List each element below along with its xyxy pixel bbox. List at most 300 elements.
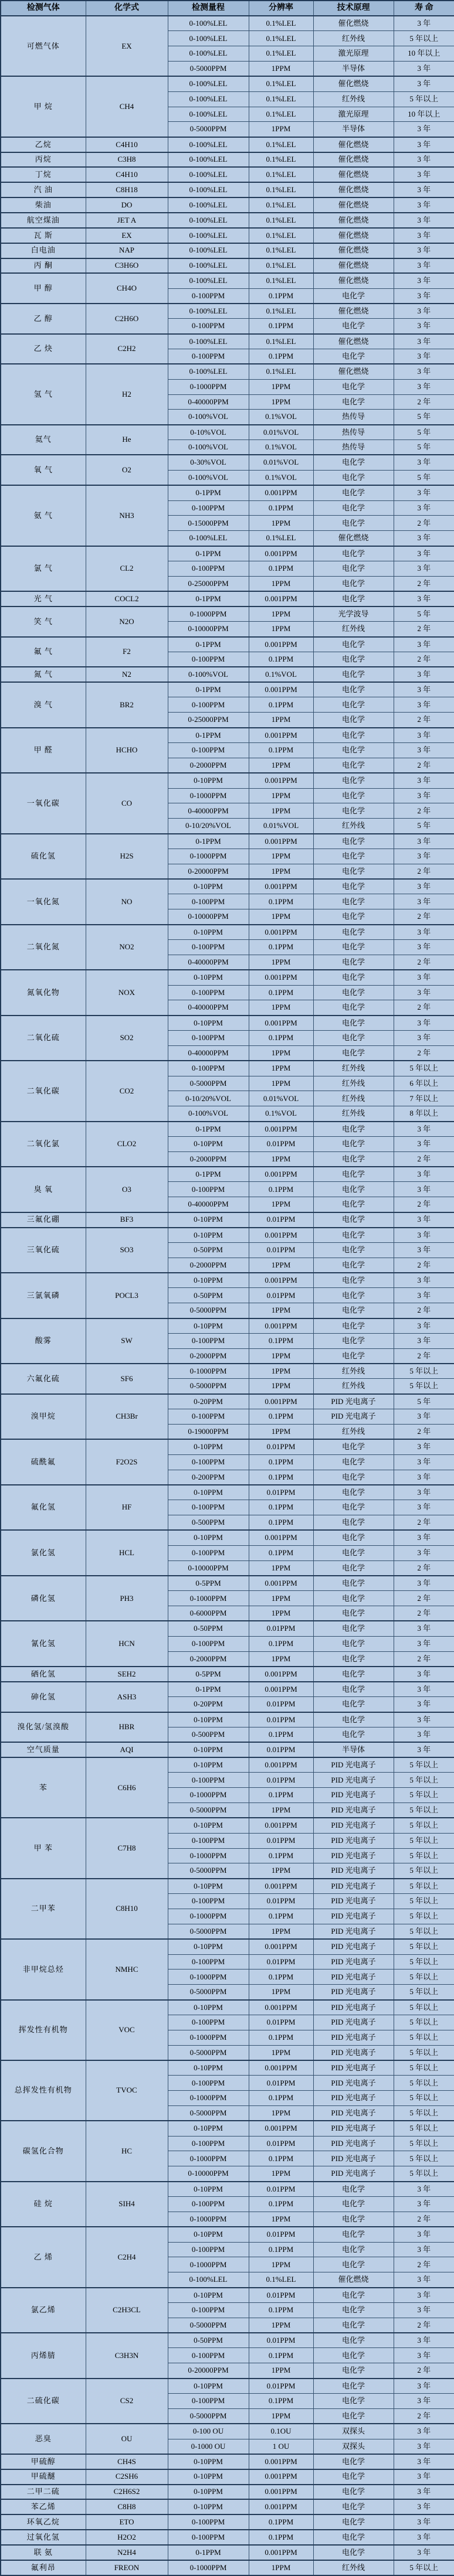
table-row bbox=[1, 2530, 454, 2545]
lifespan-cell: 3 年 bbox=[394, 334, 454, 349]
range-cell: 0-100PPM bbox=[168, 2242, 249, 2257]
resolution-cell: 0.001PPM bbox=[249, 1394, 313, 1409]
gas-name-cell: 甲 烷 bbox=[1, 76, 86, 137]
resolution-cell: 0.01PPM bbox=[249, 2182, 313, 2197]
principle-cell: 电化学 bbox=[313, 743, 394, 758]
resolution-cell: 1PPM bbox=[249, 2257, 313, 2272]
resolution-cell: 0.001PPM bbox=[249, 773, 313, 788]
resolution-cell: 0.001PPM bbox=[249, 1122, 313, 1137]
principle-cell: 催化燃烧 bbox=[313, 2272, 394, 2288]
resolution-cell: 0.1%VOL bbox=[249, 667, 313, 682]
resolution-cell: 0.1%LEL bbox=[249, 258, 313, 274]
resolution-cell: 0.1%LEL bbox=[249, 213, 313, 228]
principle-cell: 电化学 bbox=[313, 379, 394, 394]
range-cell: 0-100PPM bbox=[168, 500, 249, 516]
gas-name-cell: 溴甲烷 bbox=[1, 1394, 86, 1440]
lifespan-cell: 3 年 bbox=[394, 970, 454, 985]
principle-cell: PID 光电离子 bbox=[313, 2030, 394, 2045]
principle-cell: PID 光电离子 bbox=[313, 1985, 394, 2000]
table-row bbox=[1, 2227, 454, 2242]
lifespan-cell: 2 年 bbox=[394, 1045, 454, 1061]
lifespan-cell: 3 年 bbox=[394, 849, 454, 864]
range-cell: 0-10PPM bbox=[168, 2499, 249, 2514]
principle-cell: 电化学 bbox=[313, 682, 394, 697]
lifespan-cell: 5 年以上 bbox=[394, 1773, 454, 1788]
range-cell: 0-2000PPM bbox=[168, 758, 249, 773]
gas-name-cell: 氯乙烯 bbox=[1, 2288, 86, 2333]
lifespan-cell: 3 年 bbox=[394, 319, 454, 334]
lifespan-cell: 3 年 bbox=[394, 1409, 454, 1425]
formula-cell: CH4 bbox=[86, 76, 168, 137]
principle-cell: 催化燃烧 bbox=[313, 167, 394, 182]
resolution-cell: 1PPM bbox=[249, 1985, 313, 2000]
formula-cell: TVOC bbox=[86, 2060, 168, 2121]
principle-cell: 电化学 bbox=[313, 1560, 394, 1576]
formula-cell: NMHC bbox=[86, 1939, 168, 1999]
resolution-cell: 1PPM bbox=[249, 1061, 313, 1076]
range-cell: 0-100PPM bbox=[168, 1454, 249, 1470]
principle-cell: PID 光电离子 bbox=[313, 1924, 394, 1939]
resolution-cell: 0.1%VOL bbox=[249, 470, 313, 485]
gas-name-cell: 二甲苯 bbox=[1, 1879, 86, 1939]
resolution-cell: 0.1%VOL bbox=[249, 1106, 313, 1122]
lifespan-cell: 5 年以上 bbox=[394, 1985, 454, 2000]
formula-cell: HCHO bbox=[86, 728, 168, 774]
range-cell: 0-100PPM bbox=[168, 2530, 249, 2545]
resolution-cell: 0.1PPM bbox=[249, 1500, 313, 1515]
principle-cell: 电化学 bbox=[313, 2530, 394, 2545]
formula-cell: C2H2 bbox=[86, 334, 168, 364]
lifespan-cell: 2 年 bbox=[394, 652, 454, 667]
range-cell: 0-1000PPM bbox=[168, 2151, 249, 2166]
range-cell: 0-100PPM bbox=[168, 288, 249, 304]
lifespan-cell: 10 年以上 bbox=[394, 46, 454, 62]
principle-cell: 电化学 bbox=[313, 1485, 394, 1500]
resolution-cell: 0.1PPM bbox=[249, 1636, 313, 1651]
range-cell: 0-100 OU bbox=[168, 2424, 249, 2439]
table-row bbox=[1, 1576, 454, 1591]
lifespan-cell: 2 年 bbox=[394, 1606, 454, 1621]
lifespan-cell: 2 年 bbox=[394, 1151, 454, 1167]
lifespan-cell: 3 年 bbox=[394, 1228, 454, 1243]
range-cell: 0-1PPM bbox=[168, 728, 249, 743]
range-cell: 0-100%VOL bbox=[168, 667, 249, 682]
table-row bbox=[1, 1273, 454, 1288]
principle-cell: 激光原理 bbox=[313, 46, 394, 62]
range-cell: 0-5000PPM bbox=[168, 1379, 249, 1394]
header-formula: 化学式 bbox=[86, 1, 168, 16]
range-cell: 0-1000PPM bbox=[168, 606, 249, 622]
resolution-cell: 0.001PPM bbox=[249, 2121, 313, 2136]
resolution-cell: 0.001PPM bbox=[249, 1318, 313, 1334]
formula-cell: NO2 bbox=[86, 925, 168, 970]
table-row bbox=[1, 2560, 454, 2575]
range-cell: 0-10PPM bbox=[168, 1818, 249, 1833]
lifespan-cell: 5 年以上 bbox=[394, 31, 454, 46]
resolution-cell: 0.1%LEL bbox=[249, 182, 313, 197]
resolution-cell: 1PPM bbox=[249, 803, 313, 819]
resolution-cell: 0.1PPM bbox=[249, 743, 313, 758]
lifespan-cell: 5 年 bbox=[394, 410, 454, 425]
lifespan-cell: 5 年以上 bbox=[394, 1879, 454, 1894]
range-cell: 0-100PPM bbox=[168, 2136, 249, 2151]
gas-name-cell: 甲硫醚 bbox=[1, 2469, 86, 2485]
resolution-cell: 0.01PPM bbox=[249, 1439, 313, 1454]
principle-cell: PID 光电离子 bbox=[313, 1909, 394, 1924]
range-cell: 0-100%LEL bbox=[168, 137, 249, 152]
lifespan-cell: 2 年 bbox=[394, 1348, 454, 1364]
lifespan-cell: 2 年 bbox=[394, 713, 454, 728]
resolution-cell: 0.01PPM bbox=[249, 1212, 313, 1228]
range-cell: 0-100%LEL bbox=[168, 46, 249, 62]
principle-cell: 电化学 bbox=[313, 576, 394, 591]
principle-cell: 红外线 bbox=[313, 1076, 394, 1091]
principle-cell: 电化学 bbox=[313, 1288, 394, 1303]
lifespan-cell: 2 年 bbox=[394, 2257, 454, 2272]
principle-cell: PID 光电离子 bbox=[313, 2076, 394, 2091]
resolution-cell: 0.01PPM bbox=[249, 1894, 313, 1909]
lifespan-cell: 5 年 bbox=[394, 1394, 454, 1409]
principle-cell: 电化学 bbox=[313, 2469, 394, 2485]
gas-name-cell: 甲 苯 bbox=[1, 1818, 86, 1878]
principle-cell: 电化学 bbox=[313, 2197, 394, 2212]
table-row bbox=[1, 425, 454, 440]
gas-name-cell: 碳氢化合物 bbox=[1, 2121, 86, 2181]
gas-name-cell: 溴 气 bbox=[1, 682, 86, 728]
gas-name-cell: 光 气 bbox=[1, 591, 86, 606]
gas-name-cell: 联 氨 bbox=[1, 2545, 86, 2560]
resolution-cell: 1PPM bbox=[249, 1303, 313, 1318]
principle-cell: PID 光电离子 bbox=[313, 1757, 394, 1773]
resolution-cell: 1PPM bbox=[249, 394, 313, 410]
range-cell: 0-5000PPM bbox=[168, 1303, 249, 1318]
lifespan-cell: 3 年 bbox=[394, 167, 454, 182]
range-cell: 0-1PPM bbox=[168, 1682, 249, 1697]
principle-cell: 电化学 bbox=[313, 1016, 394, 1031]
range-cell: 0-100PPM bbox=[168, 349, 249, 364]
range-cell: 0-100PPM bbox=[168, 1773, 249, 1788]
range-cell: 0-100PPM bbox=[168, 319, 249, 334]
resolution-cell: 0.01PPM bbox=[249, 1242, 313, 1258]
table-row bbox=[1, 1364, 454, 1379]
lifespan-cell: 5 年以上 bbox=[394, 2136, 454, 2151]
table-row bbox=[1, 2379, 454, 2394]
resolution-cell: 0.001PPM bbox=[249, 591, 313, 606]
resolution-cell: 0.01%VOL bbox=[249, 425, 313, 440]
range-cell: 0-5PPM bbox=[168, 1667, 249, 1682]
principle-cell: PID 光电离子 bbox=[313, 1939, 394, 1954]
resolution-cell: 0.01PPM bbox=[249, 1742, 313, 1757]
principle-cell: PID 光电离子 bbox=[313, 1970, 394, 1985]
range-cell: 0-100%LEL bbox=[168, 16, 249, 31]
resolution-cell: 0.1PPM bbox=[249, 1333, 313, 1348]
principle-cell: 电化学 bbox=[313, 667, 394, 682]
lifespan-cell: 3 年 bbox=[394, 122, 454, 137]
resolution-cell: 1PPM bbox=[249, 849, 313, 864]
table-row bbox=[1, 2424, 454, 2439]
formula-cell: H2S bbox=[86, 834, 168, 880]
resolution-cell: 0.1PPM bbox=[249, 985, 313, 1000]
lifespan-cell: 3 年 bbox=[394, 16, 454, 31]
formula-cell: C4H10 bbox=[86, 167, 168, 182]
range-cell: 0-100%VOL bbox=[168, 470, 249, 485]
range-cell: 0-1PPM bbox=[168, 2545, 249, 2560]
table-row bbox=[1, 2545, 454, 2560]
principle-cell: 电化学 bbox=[313, 1228, 394, 1243]
principle-cell: 电化学 bbox=[313, 955, 394, 970]
formula-cell: SO3 bbox=[86, 1228, 168, 1273]
formula-cell: N2H4 bbox=[86, 2545, 168, 2560]
range-cell: 0-100%LEL bbox=[168, 167, 249, 182]
formula-cell: C2H6O bbox=[86, 304, 168, 334]
resolution-cell: 0.1%LEL bbox=[249, 152, 313, 168]
lifespan-cell: 3 年 bbox=[394, 2288, 454, 2303]
gas-name-cell: 氧 气 bbox=[1, 455, 86, 485]
range-cell: 0-100%LEL bbox=[168, 243, 249, 258]
table-row bbox=[1, 1667, 454, 1682]
table-row bbox=[1, 546, 454, 561]
resolution-cell: 0.1%LEL bbox=[249, 167, 313, 182]
range-cell: 0-5000PPM bbox=[168, 62, 249, 77]
resolution-cell: 1PPM bbox=[249, 622, 313, 637]
table-row bbox=[1, 637, 454, 652]
range-cell: 0-100%LEL bbox=[168, 107, 249, 122]
formula-cell: SIH4 bbox=[86, 2182, 168, 2227]
table-row bbox=[1, 273, 454, 288]
resolution-cell: 0.001PPM bbox=[249, 1879, 313, 1894]
principle-cell: 电化学 bbox=[313, 864, 394, 879]
gas-name-cell: 臭 氧 bbox=[1, 1167, 86, 1212]
lifespan-cell: 3 年 bbox=[394, 2545, 454, 2560]
resolution-cell: 0.1PPM bbox=[249, 1031, 313, 1046]
gas-name-cell: 磷化氢 bbox=[1, 1576, 86, 1621]
gas-name-cell: 溴化氢/氢溴酸 bbox=[1, 1712, 86, 1743]
lifespan-cell: 5 年以上 bbox=[394, 1894, 454, 1909]
table-row bbox=[1, 2121, 454, 2136]
principle-cell: 电化学 bbox=[313, 985, 394, 1000]
resolution-cell: 0.01PPM bbox=[249, 1621, 313, 1636]
lifespan-cell: 5 年以上 bbox=[394, 2000, 454, 2015]
range-cell: 0-1000PPM bbox=[168, 2091, 249, 2106]
table-row bbox=[1, 1939, 454, 1954]
resolution-cell: 0.001PPM bbox=[249, 1576, 313, 1591]
range-cell: 0-2000PPM bbox=[168, 1151, 249, 1167]
resolution-cell: 1PPM bbox=[249, 2560, 313, 2575]
table-row bbox=[1, 2288, 454, 2303]
table-row bbox=[1, 773, 454, 788]
formula-cell: NAP bbox=[86, 243, 168, 258]
formula-cell: H2O2 bbox=[86, 2530, 168, 2545]
lifespan-cell: 2 年 bbox=[394, 1651, 454, 1667]
resolution-cell: 0.1PPM bbox=[249, 1788, 313, 1803]
principle-cell: 电化学 bbox=[313, 1000, 394, 1016]
principle-cell: 电化学 bbox=[313, 939, 394, 955]
principle-cell: PID 光电离子 bbox=[313, 1879, 394, 1894]
range-cell: 0-100%LEL bbox=[168, 2272, 249, 2288]
resolution-cell: 1PPM bbox=[249, 1076, 313, 1091]
principle-cell: 电化学 bbox=[313, 894, 394, 909]
lifespan-cell: 3 年 bbox=[394, 546, 454, 561]
lifespan-cell: 3 年 bbox=[394, 2379, 454, 2394]
resolution-cell: 0.001PPM bbox=[249, 2000, 313, 2015]
resolution-cell: 0.1%LEL bbox=[249, 273, 313, 288]
resolution-cell: 1PPM bbox=[249, 1606, 313, 1621]
range-cell: 0-2000PPM bbox=[168, 1651, 249, 1667]
resolution-cell: 0.001PPM bbox=[249, 637, 313, 652]
lifespan-cell: 2 年 bbox=[394, 1000, 454, 1016]
range-cell: 0-10PPM bbox=[168, 1273, 249, 1288]
lifespan-cell: 3 年 bbox=[394, 76, 454, 91]
table-row bbox=[1, 728, 454, 743]
formula-cell: C3H3N bbox=[86, 2333, 168, 2379]
lifespan-cell: 2 年 bbox=[394, 622, 454, 637]
gas-name-cell: 空气质量 bbox=[1, 1742, 86, 1757]
gas-name-cell: 氟 气 bbox=[1, 637, 86, 667]
formula-cell: N2O bbox=[86, 606, 168, 637]
resolution-cell: 0.1PPM bbox=[249, 2393, 313, 2408]
principle-cell: 电化学 bbox=[313, 834, 394, 849]
principle-cell: 红外线 bbox=[313, 1379, 394, 1394]
range-cell: 0-20000PPM bbox=[168, 2363, 249, 2379]
lifespan-cell: 2 年 bbox=[394, 955, 454, 970]
lifespan-cell: 3 年 bbox=[394, 1682, 454, 1697]
header-row bbox=[1, 1, 454, 16]
principle-cell: 电化学 bbox=[313, 2182, 394, 2197]
lifespan-cell: 2 年 bbox=[394, 1303, 454, 1318]
lifespan-cell: 3 年 bbox=[394, 2182, 454, 2197]
principle-cell: 电化学 bbox=[313, 1530, 394, 1545]
formula-cell: NOX bbox=[86, 970, 168, 1016]
gas-name-cell: 二氧化氮 bbox=[1, 925, 86, 970]
principle-cell: 电化学 bbox=[313, 1258, 394, 1273]
lifespan-cell: 3 年 bbox=[394, 1242, 454, 1258]
lifespan-cell: 3 年 bbox=[394, 2197, 454, 2212]
table-row bbox=[1, 197, 454, 213]
principle-cell: 催化燃烧 bbox=[313, 197, 394, 213]
range-cell: 0-100PPM bbox=[168, 1061, 249, 1076]
principle-cell: 催化燃烧 bbox=[313, 76, 394, 91]
lifespan-cell: 3 年 bbox=[394, 1500, 454, 1515]
lifespan-cell: 5 年以上 bbox=[394, 2121, 454, 2136]
range-cell: 0-100PPM bbox=[168, 1954, 249, 1970]
principle-cell: 电化学 bbox=[313, 2514, 394, 2530]
resolution-cell: 1PPM bbox=[249, 379, 313, 394]
principle-cell: PID 光电离子 bbox=[313, 2166, 394, 2182]
gas-name-cell: 乙烷 bbox=[1, 137, 86, 152]
lifespan-cell: 3 年 bbox=[394, 939, 454, 955]
lifespan-cell: 2 年 bbox=[394, 394, 454, 410]
gas-name-cell: 恶臭 bbox=[1, 2424, 86, 2454]
resolution-cell: 1PPM bbox=[249, 2318, 313, 2333]
formula-cell: SF6 bbox=[86, 1364, 168, 1394]
range-cell: 0-10PPM bbox=[168, 2182, 249, 2197]
formula-cell: EX bbox=[86, 16, 168, 76]
principle-cell: 催化燃烧 bbox=[313, 182, 394, 197]
principle-cell: 电化学 bbox=[313, 1667, 394, 1682]
resolution-cell: 0.1PPM bbox=[249, 1182, 313, 1197]
lifespan-cell: 5 年以上 bbox=[394, 1818, 454, 1833]
lifespan-cell: 6 年以上 bbox=[394, 1076, 454, 1091]
principle-cell: PID 光电离子 bbox=[313, 1894, 394, 1909]
principle-cell: PID 光电离子 bbox=[313, 2121, 394, 2136]
resolution-cell: 0.001PPM bbox=[249, 2454, 313, 2469]
range-cell: 0-50PPM bbox=[168, 1288, 249, 1303]
header-resolution: 分辨率 bbox=[249, 1, 313, 16]
principle-cell: 电化学 bbox=[313, 1545, 394, 1560]
lifespan-cell: 5 年 bbox=[394, 470, 454, 485]
range-cell: 0-100PPM bbox=[168, 1894, 249, 1909]
range-cell: 0-100PPM bbox=[168, 2197, 249, 2212]
range-cell: 0-10PPM bbox=[168, 2060, 249, 2076]
principle-cell: 电化学 bbox=[313, 2318, 394, 2333]
resolution-cell: 1PPM bbox=[249, 576, 313, 591]
resolution-cell: 0.1%VOL bbox=[249, 410, 313, 425]
range-cell: 0-40000PPM bbox=[168, 955, 249, 970]
table-row bbox=[1, 682, 454, 697]
gas-name-cell: 氟化氢 bbox=[1, 1485, 86, 1531]
formula-cell: C2SH6 bbox=[86, 2469, 168, 2485]
resolution-cell: 0.1%LEL bbox=[249, 228, 313, 243]
table-row bbox=[1, 258, 454, 274]
resolution-cell: 0.1PPM bbox=[249, 319, 313, 334]
resolution-cell: 1PPM bbox=[249, 864, 313, 879]
gas-name-cell: 氨 气 bbox=[1, 485, 86, 546]
range-cell: 0-2000PPM bbox=[168, 1258, 249, 1273]
table-row bbox=[1, 1167, 454, 1182]
lifespan-cell: 3 年 bbox=[394, 1454, 454, 1470]
lifespan-cell: 3 年 bbox=[394, 2485, 454, 2500]
lifespan-cell: 2 年 bbox=[394, 2318, 454, 2333]
table-row bbox=[1, 243, 454, 258]
range-cell: 0-100%LEL bbox=[168, 152, 249, 168]
table-row bbox=[1, 213, 454, 228]
range-cell: 0-500PPM bbox=[168, 1515, 249, 1531]
range-cell: 0-1000PPM bbox=[168, 788, 249, 803]
lifespan-cell: 3 年 bbox=[394, 62, 454, 77]
lifespan-cell: 3 年 bbox=[394, 985, 454, 1000]
lifespan-cell: 3 年 bbox=[394, 137, 454, 152]
principle-cell: 电化学 bbox=[313, 2227, 394, 2242]
range-cell: 0-25000PPM bbox=[168, 576, 249, 591]
formula-cell: C3H8 bbox=[86, 152, 168, 168]
principle-cell: 催化燃烧 bbox=[313, 213, 394, 228]
principle-cell: 电化学 bbox=[313, 1273, 394, 1288]
resolution-cell: 0.1%LEL bbox=[249, 76, 313, 91]
formula-cell: CH4O bbox=[86, 273, 168, 304]
range-cell: 0-100%LEL bbox=[168, 76, 249, 91]
gas-name-cell: 三氯氧磷 bbox=[1, 1273, 86, 1318]
range-cell: 0-100%VOL bbox=[168, 410, 249, 425]
resolution-cell: 0.001PPM bbox=[249, 1818, 313, 1833]
range-cell: 0-1000PPM bbox=[168, 2257, 249, 2272]
gas-name-cell: 甲硫醇 bbox=[1, 2454, 86, 2469]
gas-name-cell: 丙 酮 bbox=[1, 258, 86, 274]
gas-name-cell: 二硫化碳 bbox=[1, 2379, 86, 2424]
resolution-cell: 0.1%LEL bbox=[249, 107, 313, 122]
lifespan-cell: 3 年 bbox=[394, 152, 454, 168]
range-cell: 0-100%LEL bbox=[168, 273, 249, 288]
lifespan-cell: 3 年 bbox=[394, 349, 454, 364]
principle-cell: PID 光电离子 bbox=[313, 1863, 394, 1879]
lifespan-cell: 2 年 bbox=[394, 1258, 454, 1273]
formula-cell: C3H6O bbox=[86, 258, 168, 274]
principle-cell: 热传导 bbox=[313, 425, 394, 440]
formula-cell: HF bbox=[86, 1485, 168, 1531]
lifespan-cell: 2 年 bbox=[394, 516, 454, 531]
resolution-cell: 1PPM bbox=[249, 713, 313, 728]
gas-name-cell: 二氧化硫 bbox=[1, 1016, 86, 1061]
lifespan-cell: 3 年 bbox=[394, 2469, 454, 2485]
